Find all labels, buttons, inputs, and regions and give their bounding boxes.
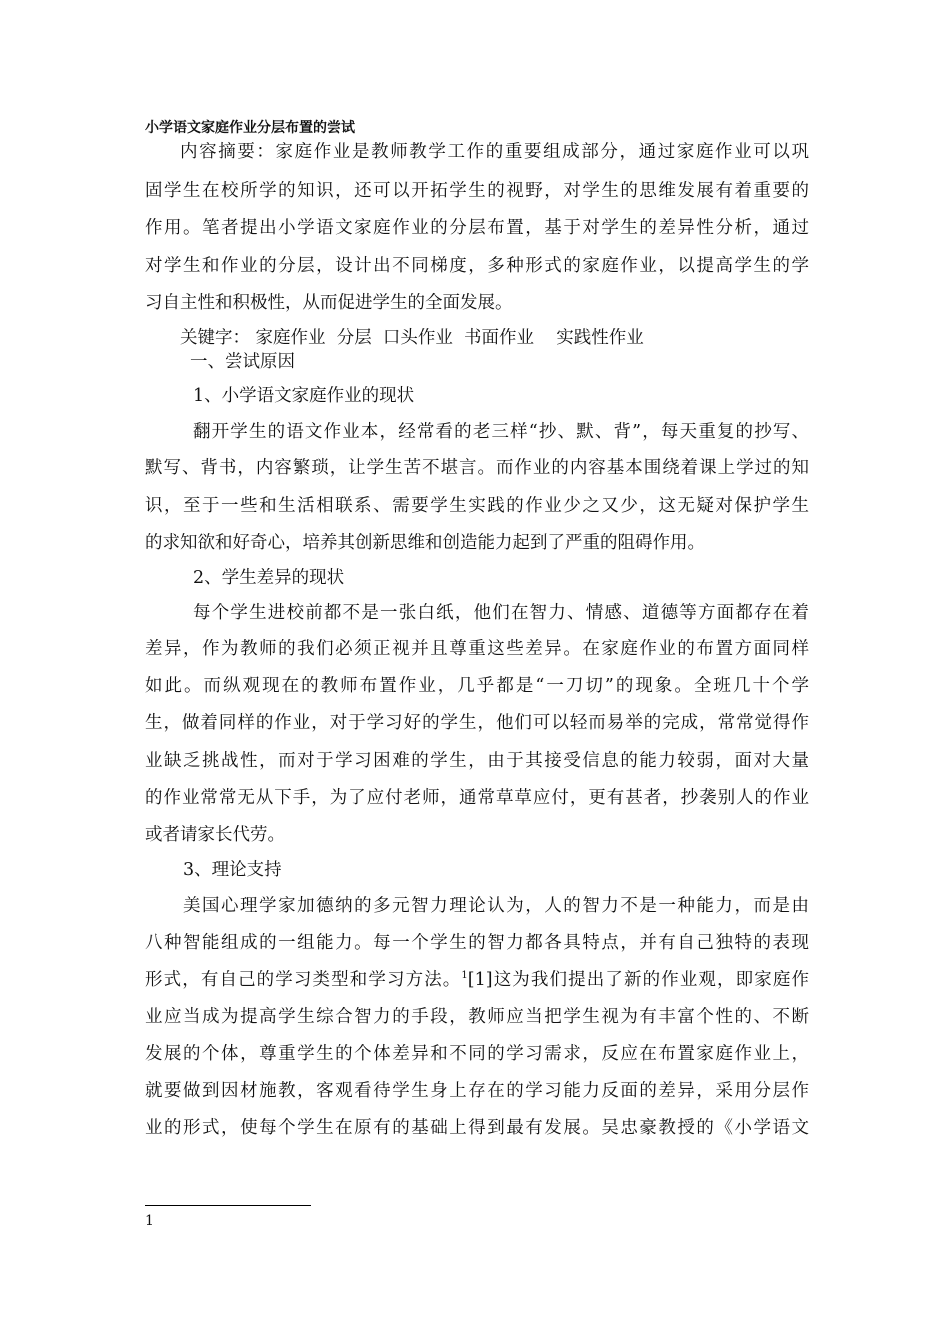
paragraph-line: 业应当成为提高学生综合智力的手段，教师应当把学生视为有丰富个性的、不断	[145, 1007, 809, 1027]
paragraph-line: 的作业常常无从下手，为了应付老师，通常草草应付，更有甚者，抄袭别人的作业	[145, 788, 809, 808]
paragraph-line: 生，做着同样的作业，对于学习好的学生，他们可以轻而易举的完成，常常觉得作	[145, 713, 809, 733]
paragraph-line	[145, 968, 809, 992]
abstract-line: 内容摘要：家庭作业是教师教学工作的重要组成部分，通过家庭作业可以巩	[180, 142, 809, 162]
footnote-number: 1	[145, 1213, 154, 1229]
paragraph-line: 业缺乏挑战性，而对于学习困难的学生，由于其接受信息的能力较弱，面对大量	[145, 751, 809, 771]
paragraph-line: 差异，作为教师的我们必须正视并且尊重这些差异。在家庭作业的布置方面同样	[145, 639, 809, 659]
paragraph-line: 每个学生进校前都不是一张白纸，他们在智力、情感、道德等方面都存在着	[193, 603, 809, 623]
abstract-line: 对学生和作业的分层，设计出不同梯度，多种形式的家庭作业，以提高学生的学	[145, 256, 809, 276]
paragraph-line: 美国心理学家加德纳的多元智力理论认为，人的智力不是一种能力，而是由	[183, 896, 809, 916]
paragraph-line: 翻开学生的语文作业本，经常看的老三样“抄、默、背”，每天重复的抄写、	[193, 422, 809, 442]
document-title: 小学语文家庭作业分层布置的尝试	[145, 120, 355, 136]
abstract-line: 固学生在校所学的知识，还可以开拓学生的视野，对学生的思维发展有着重要的	[145, 181, 809, 201]
subsection-heading: 2、学生差异的现状	[193, 568, 345, 588]
abstract-line: 习自主性和积极性，从而促进学生的全面发展。	[145, 293, 513, 313]
paragraph-line: 业的形式，使每个学生在原有的基础上得到最有发展。吴忠豪教授的《小学语文	[145, 1118, 809, 1138]
paragraph-line: 八种智能组成的一组能力。每一个学生的智力都各具特点，并有自己独特的表现	[145, 933, 809, 953]
keywords: 关键字： 家庭作业 分层 口头作业 书面作业 实践性作业	[180, 328, 644, 348]
footnote-reference[interactable]: 1	[461, 970, 468, 982]
subsection-heading: 3、理论支持	[183, 860, 282, 880]
footnote-separator	[145, 1205, 311, 1206]
paragraph-line: 默写、背书，内容繁琐，让学生苦不堪言。而作业的内容基本围绕着课上学过的知	[145, 458, 809, 478]
paragraph-line: 的求知欲和好奇心，培养其创新思维和创造能力起到了严重的阻碍作用。	[145, 533, 705, 553]
paragraph-line: 识，至于一些和生活相联系、需要学生实践的作业少之又少，这无疑对保护学生	[145, 496, 809, 516]
section-heading: 一、尝试原因	[190, 352, 295, 372]
abstract-line: 作用。笔者提出小学语文家庭作业的分层布置，基于对学生的差异性分析，通过	[145, 218, 809, 238]
paragraph-text: [1]这为我们提出了新的作业观，即家庭作	[467, 970, 809, 990]
subsection-heading: 1、小学语文家庭作业的现状	[193, 386, 415, 406]
paragraph-line: 发展的个体，尊重学生的个体差异和不同的学习需求，反应在布置家庭作业上，	[145, 1044, 809, 1064]
paragraph-line: 或者请家长代劳。	[145, 825, 285, 845]
paragraph-line: 如此。而纵观现在的教师布置作业，几乎都是“一刀切”的现象。全班几十个学	[145, 676, 809, 696]
paragraph-line: 就要做到因材施教，客观看待学生身上存在的学习能力反面的差异，采用分层作	[145, 1081, 809, 1101]
paragraph-text: 形式，有自己的学习类型和学习方法。	[145, 970, 462, 990]
